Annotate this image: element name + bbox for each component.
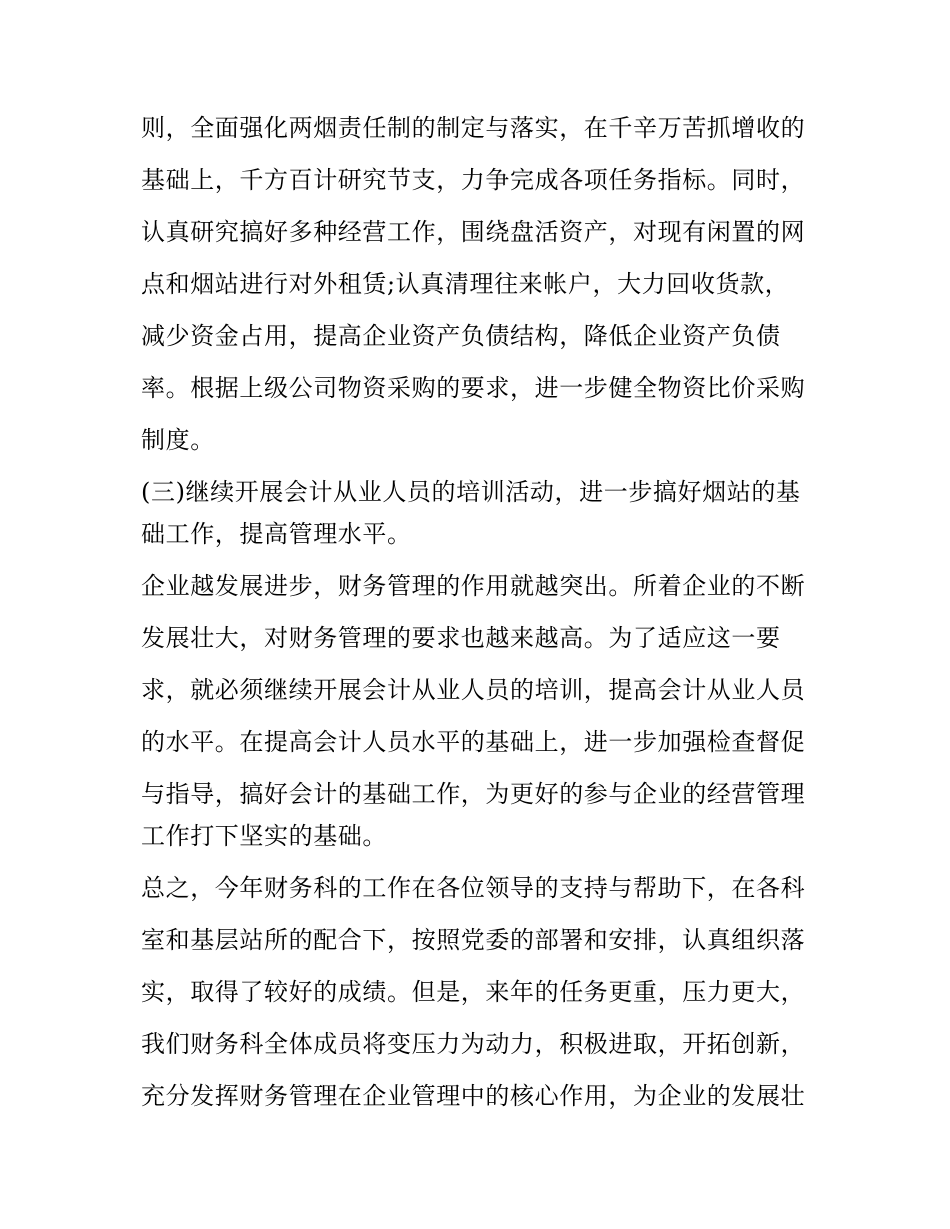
text-line: 与指导，搞好会计的基础工作，为更好的参与企业的经营管理 <box>141 780 806 808</box>
text-line: 企业越发展进步，财务管理的作用就越突出。所着企业的不断 <box>141 572 806 600</box>
text-line: 总之，今年财务科的工作在各位领导的支持与帮助下，在各科 <box>141 874 806 902</box>
text-line: 实，取得了较好的成绩。但是，来年的任务更重，压力更大， <box>141 978 806 1006</box>
section-heading: (三)继续开展会计从业人员的培训活动，进一步搞好烟站的基 <box>141 478 801 506</box>
text-line: 点和烟站进行对外租赁;认真清理往来帐户，大力回收货款， <box>141 270 790 298</box>
text-line: 基础上，千方百计研究节支，力争完成各项任务指标。同时， <box>141 166 806 194</box>
text-line: 减少资金占用，提高企业资产负债结构，降低企业资产负债 <box>141 322 781 350</box>
text-line: 认真研究搞好多种经营工作，围绕盘活资产，对现有闲置的网 <box>141 218 806 246</box>
text-line: 充分发挥财务管理在企业管理中的核心作用，为企业的发展壮 <box>141 1082 806 1110</box>
text-line: 我们财务科全体成员将变压力为动力，积极进取，开拓创新， <box>141 1030 806 1058</box>
text-line: 则，全面强化两烟责任制的制定与落实，在千辛万苦抓增收的 <box>141 114 806 142</box>
text-line: 发展壮大，对财务管理的要求也越来越高。为了适应这一要 <box>141 624 781 652</box>
text-line: 制度。 <box>141 426 215 454</box>
text-line: 的水平。在提高会计人员水平的基础上，进一步加强检查督促 <box>141 728 806 756</box>
text-line: 工作打下坚实的基础。 <box>141 822 387 850</box>
text-line: 室和基层站所的配合下，按照党委的部署和安排，认真组织落 <box>141 926 806 954</box>
text-line: 求，就必须继续开展会计从业人员的培训，提高会计从业人员 <box>141 676 806 704</box>
section-heading: 础工作，提高管理水平。 <box>141 520 412 548</box>
text-line: 率。根据上级公司物资采购的要求，进一步健全物资比价采购 <box>141 374 806 402</box>
